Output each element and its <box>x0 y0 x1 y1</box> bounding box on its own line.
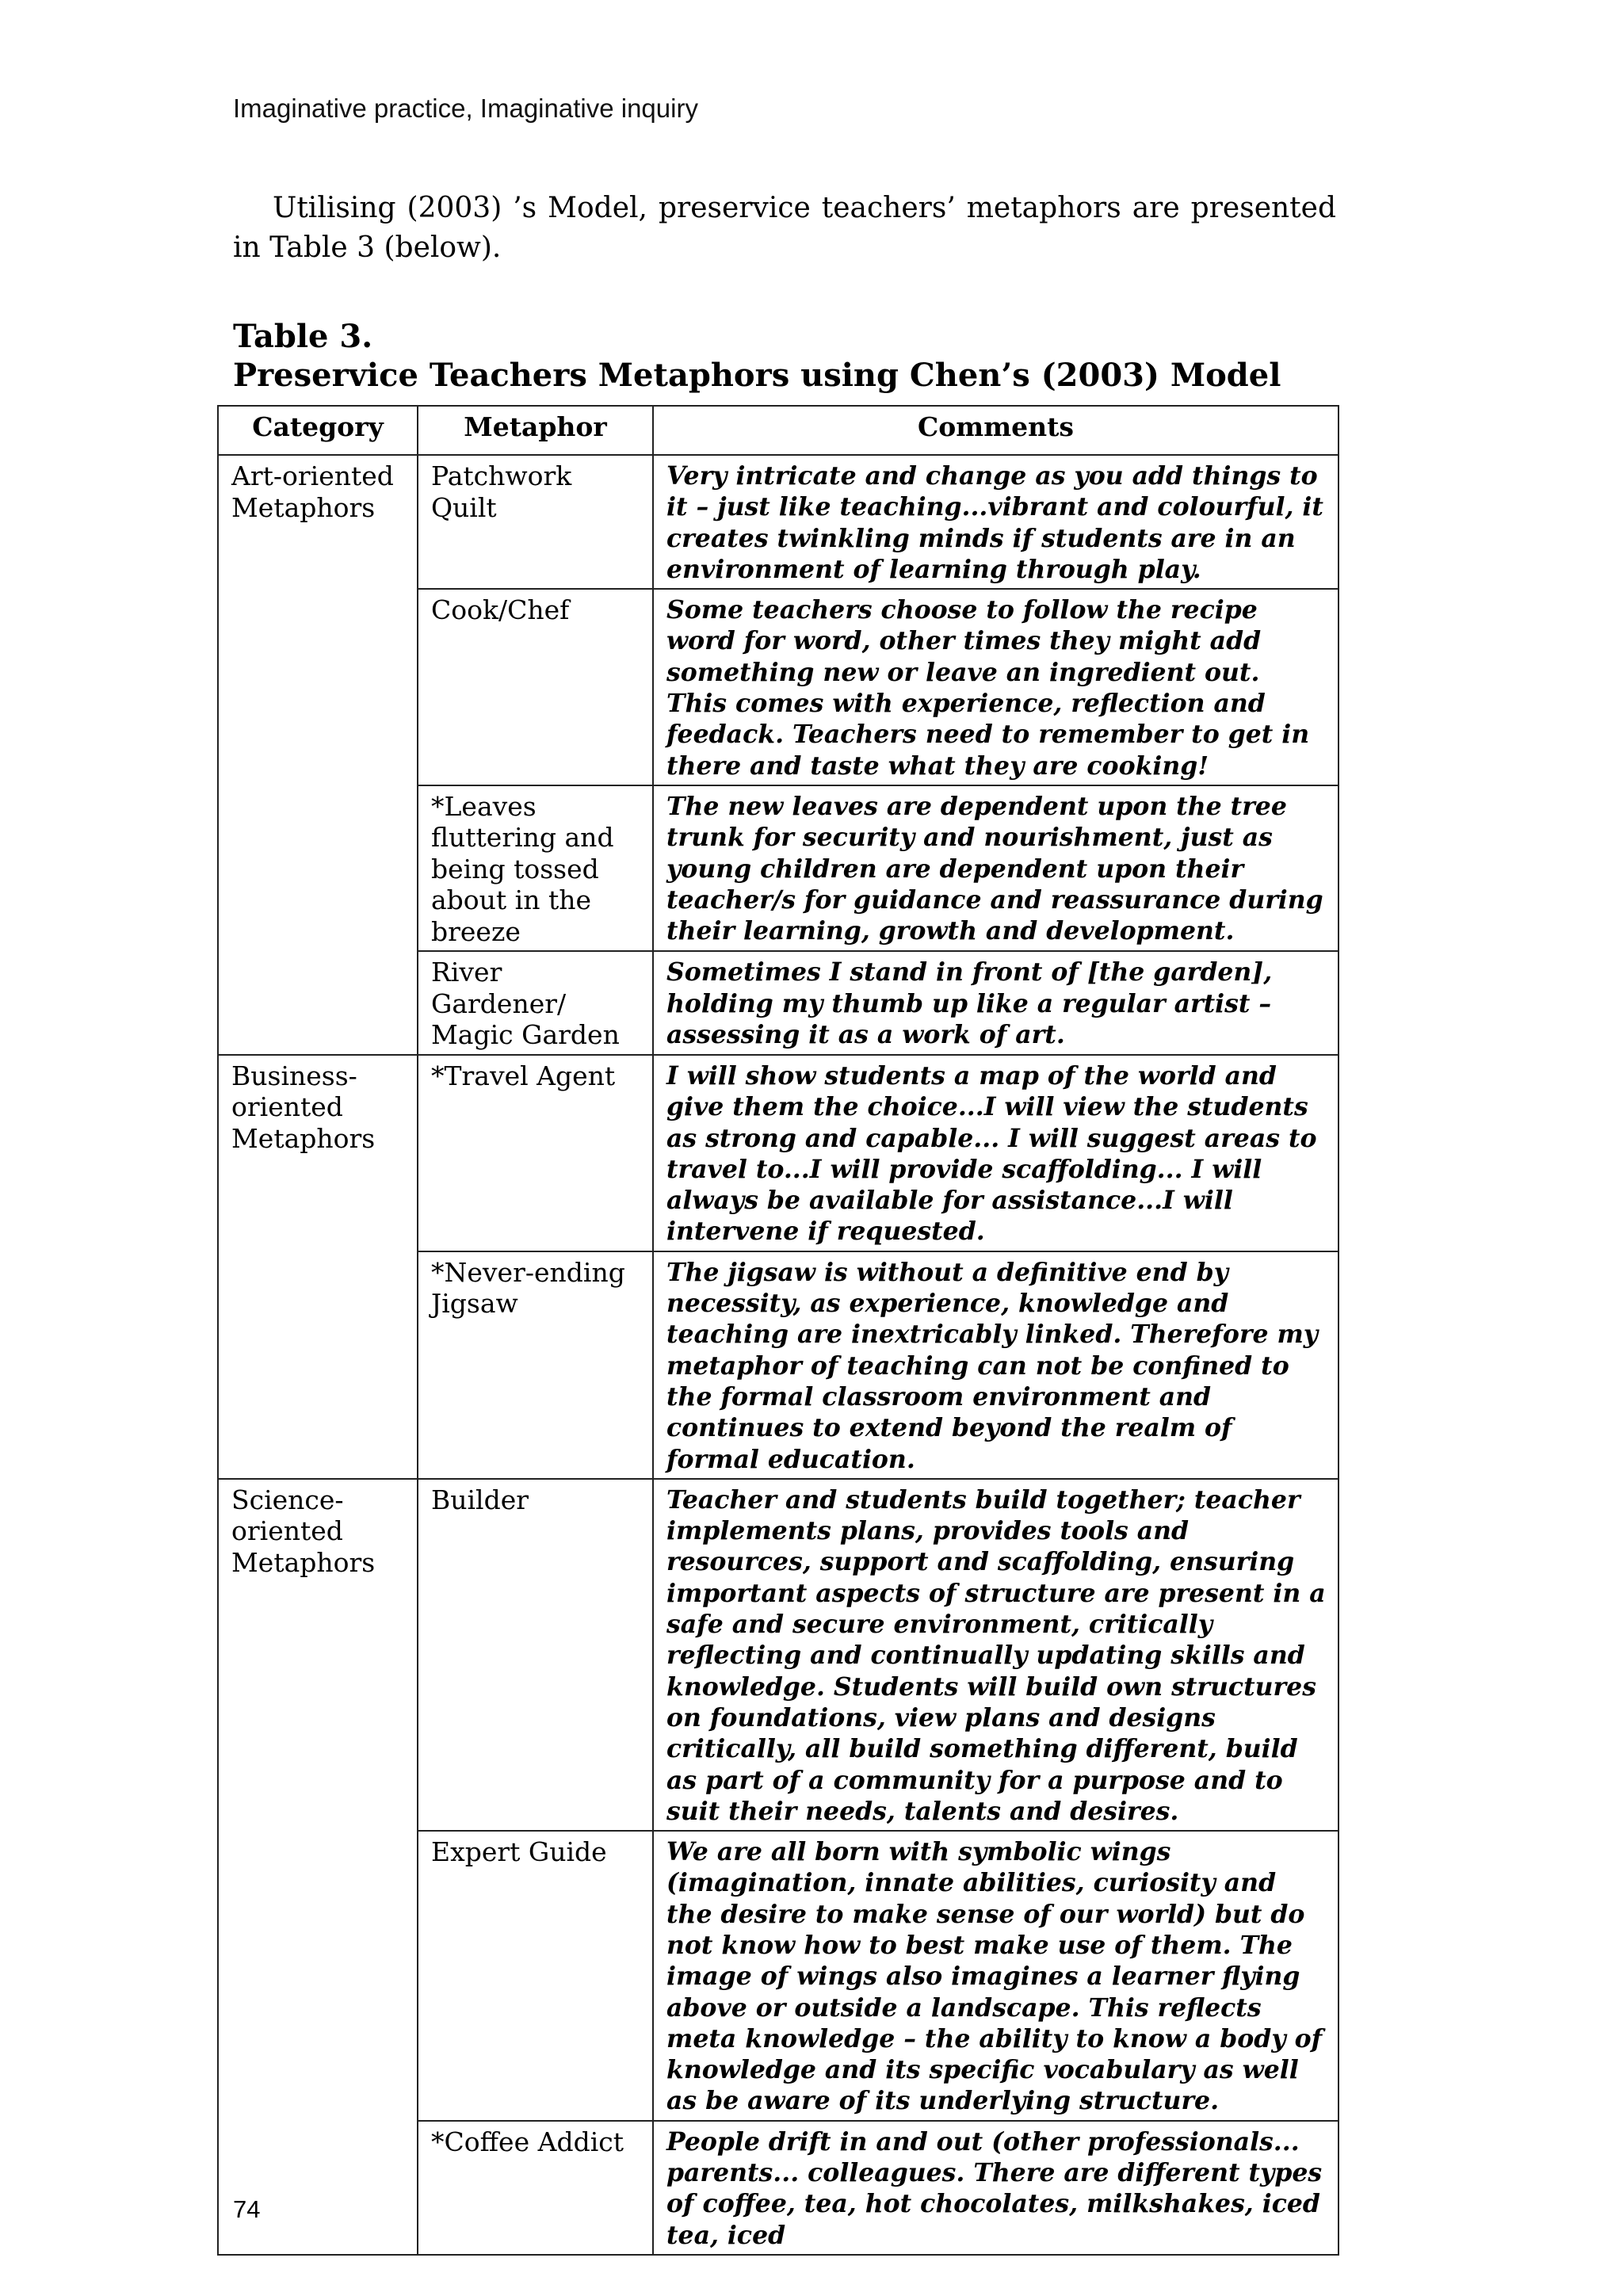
metaphor-cell: *Leaves fluttering and being tossed about in the breeze <box>418 785 653 952</box>
category-science: Science-oriented Metaphors <box>218 1479 418 2255</box>
metaphor-cell: Expert Guide <box>418 1831 653 2121</box>
comment-cell: I will show students a map of the world and give them the choice...I will view the students as strong and capable... I will suggest areas to travel to...I will provide scaffolding... I will always be available for assistance...I will intervene if requested. <box>653 1055 1338 1251</box>
table-row <box>218 1055 1338 1251</box>
table-title: Preservice Teachers Metaphors using Chen’s (2003) Model <box>233 357 1281 394</box>
header-metaphor: Metaphor <box>418 406 653 455</box>
comment-cell: The new leaves are dependent upon the tree trunk for security and nourishment, just as young children are dependent upon their teacher/s for guidance and reassurance during their learning, growth and development. <box>653 785 1338 952</box>
category-art: Art-oriented Metaphors <box>218 455 418 1055</box>
metaphor-cell: Patchwork Quilt <box>418 455 653 589</box>
table-caption <box>233 317 1281 395</box>
intro-paragraph: Utilising (2003) ’s Model, preservice teachers’ metaphors are presented in Table 3 (below). <box>233 192 1336 264</box>
header-comments: Comments <box>653 406 1338 455</box>
metaphor-cell: *Never-ending Jigsaw <box>418 1251 653 1479</box>
metaphor-cell: River Gardener/ Magic Garden <box>418 951 653 1055</box>
running-head: Imaginative practice, Imaginative inquiry <box>233 94 698 123</box>
category-business: Business-oriented Metaphors <box>218 1055 418 1479</box>
comment-cell: The jigsaw is without a definitive end by necessity, as experience, knowledge and teaching are inextricably linked. Therefore my metaphor of teaching can not be confined to the formal classroom environment and continues to extend beyond the realm of formal education. <box>653 1251 1338 1479</box>
comment-cell: People drift in and out (other professionals... parents... colleagues. There are different types of coffee, tea, hot chocolates, milkshakes, iced tea, iced <box>653 2121 1338 2255</box>
comment-cell: We are all born with symbolic wings (imagination, innate abilities, curiosity and the desire to make sense of our world) but do not know how to best make use of them. The image of wings also imagines a learner flying above or outside a landscape. This reflects meta knowledge – the ability to know a body of knowledge and its specific vocabulary as well as be aware of its underlying structure. <box>653 1831 1338 2121</box>
comment-cell: Very intricate and change as you add things to it – just like teaching...vibrant and colourful, it creates twinkling minds if students are in an environment of learning through play. <box>653 455 1338 589</box>
table-row <box>218 1479 1338 1831</box>
header-category: Category <box>218 406 418 455</box>
table-label: Table 3. <box>233 318 373 355</box>
metaphor-cell: *Coffee Addict <box>418 2121 653 2255</box>
comment-cell: Teacher and students build together; teacher implements plans, provides tools and resources, support and scaffolding, ensuring important aspects of structure are present in a safe and secure environment, critically reflecting and continually updating skills and knowledge. Students will build own structures on foundations, view plans and designs critically, all build something different, build as part of a community for a purpose and to suit their needs, talents and desires. <box>653 1479 1338 1831</box>
metaphor-cell: Builder <box>418 1479 653 1831</box>
metaphor-cell: Cook/Chef <box>418 589 653 785</box>
table-header-row <box>218 406 1338 455</box>
metaphor-cell: *Travel Agent <box>418 1055 653 1251</box>
comment-cell: Some teachers choose to follow the recipe word for word, other times they might add something new or leave an ingredient out. This comes with experience, reflection and feedack. Teachers need to remember to get in there and taste what they are cooking! <box>653 589 1338 785</box>
metaphors-table <box>217 405 1339 2256</box>
comment-cell: Sometimes I stand in front of [the garden], holding my thumb up like a regular artist – assessing it as a work of art. <box>653 951 1338 1055</box>
table-row <box>218 455 1338 589</box>
page-number: 74 <box>233 2195 261 2223</box>
